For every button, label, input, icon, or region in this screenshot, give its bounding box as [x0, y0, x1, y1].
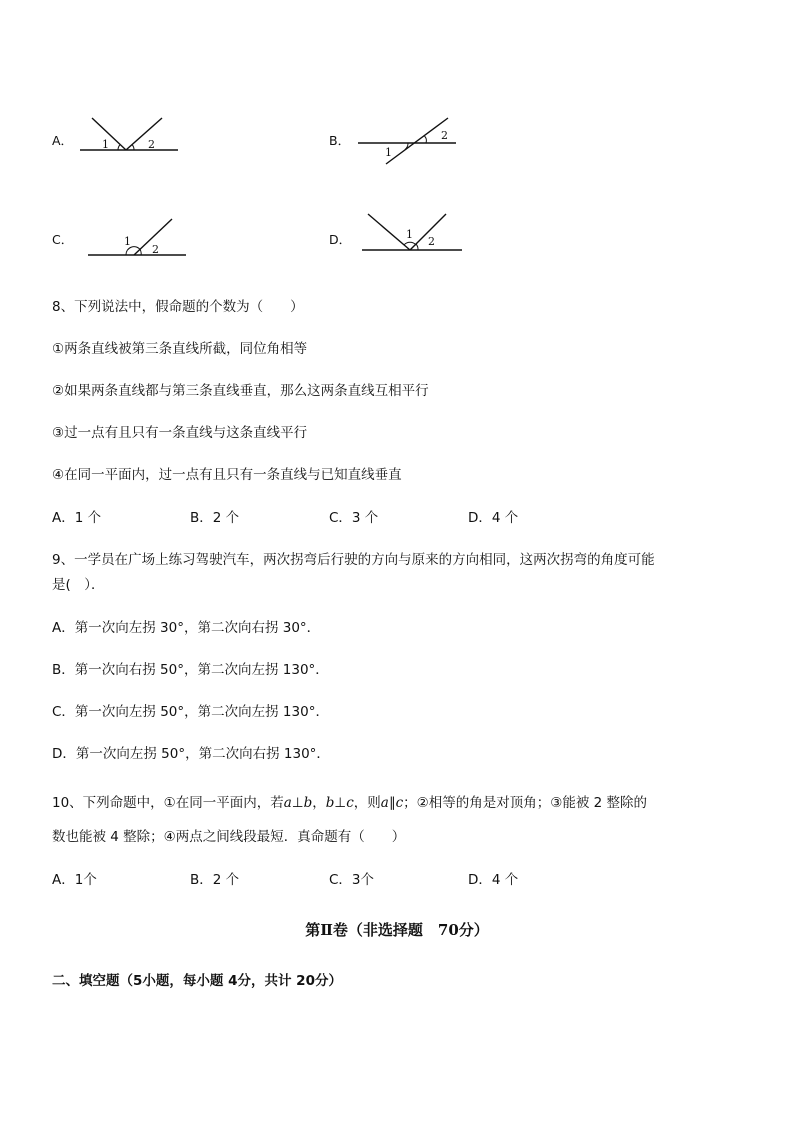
angle-2-label: 2 — [148, 138, 155, 151]
q10-text-3: ，则 — [353, 795, 381, 811]
q8-statement-2: ②如果两条直线都与第三条直线垂直，那么这两条直线互相平行 — [52, 383, 429, 399]
q8-option-d: D．4 个 — [468, 510, 519, 526]
q10-option-d: D．4 个 — [468, 872, 519, 888]
q8-option-c: C．3 个 — [329, 510, 379, 526]
q7-figure-b — [356, 116, 460, 168]
var-a-2: a — [380, 795, 389, 811]
q10-line2: 数也能被 4 整除；④两点之间线段最短．真命题有（ ） — [52, 829, 406, 845]
q10-line1 — [52, 794, 647, 812]
angle-2-label: 2 — [441, 129, 448, 142]
ray-left — [92, 118, 126, 150]
q7-figure-a — [80, 112, 180, 157]
q10-text-2: ， — [312, 795, 326, 811]
q9-option-c: C．第一次向左拐 50°，第二次向左拐 130°． — [52, 704, 329, 720]
q8-option-b: B．2 个 — [190, 510, 240, 526]
q10-option-b: B．2 个 — [190, 872, 240, 888]
q8-stem: 8、下列说法中，假命题的个数为（ ） — [52, 299, 304, 315]
q9-stem-line1: 9、一学员在广场上练习驾驶汽车，两次拐弯后行驶的方向与原来的方向相同，这两次拐弯的角度可能 — [52, 552, 655, 568]
angle-1-label: 1 — [406, 228, 413, 241]
q9-stem-line2: 是( ）． — [52, 577, 105, 593]
ray-right — [126, 118, 162, 150]
angle-arc-2 — [425, 136, 427, 143]
q9-option-d: D．第一次向左拐 50°，第二次向右拐 130°． — [52, 746, 330, 762]
angle-1-label: 1 — [124, 235, 131, 248]
q7-option-a-label: A． — [52, 133, 74, 148]
perp-symbol: ⊥ — [291, 795, 304, 811]
var-c-2: c — [395, 795, 404, 811]
transversal — [386, 118, 448, 164]
section2-heading: 二、填空题（5小题，每小题 4分，共计 20分） — [52, 973, 342, 989]
var-c: c — [346, 795, 354, 811]
q8-statement-4: ④在同一平面内，过一点有且只有一条直线与已知直线垂直 — [52, 467, 402, 483]
var-a: a — [283, 795, 292, 811]
q8-statement-3: ③过一点有且只有一条直线与这条直线平行 — [52, 425, 308, 441]
angle-arc-2 — [416, 244, 418, 250]
q10-option-a: A．1个 — [52, 872, 97, 888]
parallel-symbol: ∥ — [388, 795, 396, 811]
angle-2-label: 2 — [428, 235, 435, 248]
q7-option-d-label: D． — [329, 232, 352, 247]
angle-2-label: 2 — [152, 243, 159, 256]
q10-option-c: C．3个 — [329, 872, 375, 888]
part2-title: 第Ⅱ卷（非选择题 70分） — [305, 921, 489, 939]
var-b: b — [303, 795, 313, 811]
q7-figure-d — [362, 210, 464, 256]
angle-1-label: 1 — [102, 138, 109, 151]
angle-arc-2 — [132, 145, 134, 151]
q9-option-a: A．第一次向左拐 30°，第二次向右拐 30°． — [52, 620, 321, 636]
angle-1-label: 1 — [385, 146, 392, 159]
q10-text-4: ；②相等的角是对顶角；③能被 2 整除的 — [403, 795, 648, 811]
perp-symbol-2: ⊥ — [334, 795, 347, 811]
q8-statement-1: ①两条直线被第三条直线所截，同位角相等 — [52, 341, 308, 357]
var-b-2: b — [325, 795, 335, 811]
q8-option-a: A．1 个 — [52, 510, 102, 526]
angle-arc-2 — [140, 250, 141, 256]
q7-figure-c — [86, 215, 190, 261]
angle-arc-1 — [404, 242, 416, 245]
q7-option-b-label: B． — [329, 133, 351, 148]
q7-option-c-label: C． — [52, 232, 74, 247]
angle-arc-1 — [118, 145, 120, 151]
q10-text-1: 10、下列命题中，①在同一平面内，若 — [52, 795, 284, 811]
q9-option-b: B．第一次向右拐 50°，第二次向左拐 130°． — [52, 662, 329, 678]
